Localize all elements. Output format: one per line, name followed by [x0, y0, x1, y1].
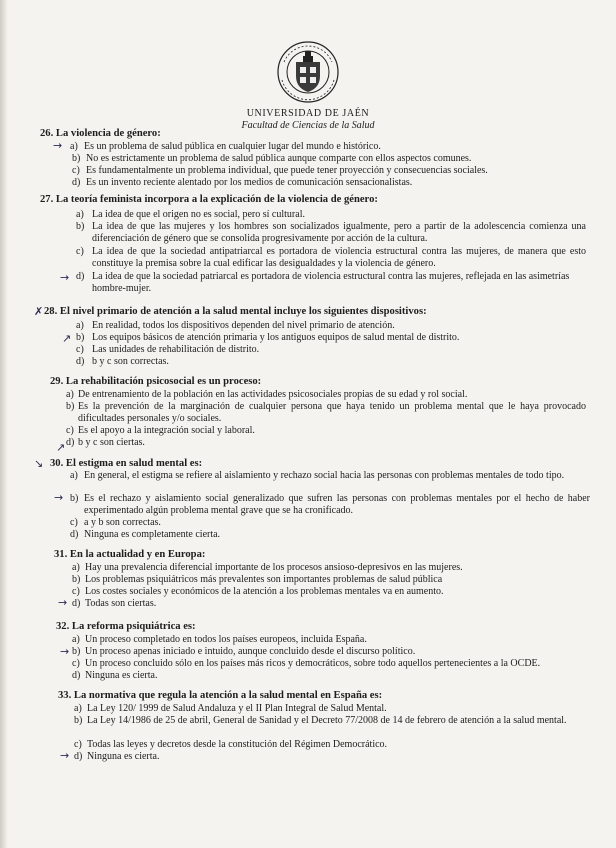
option-b: b) Un proceso apenas iniciado e intuido, aunque concluido desde el discurso político.: [72, 646, 416, 657]
option-d: d) b y c son ciertas.: [66, 437, 145, 448]
handwritten-arrow-icon: →: [54, 491, 64, 504]
question-title: 30. El estigma en salud mental es:: [50, 458, 203, 469]
question-title: 32. La reforma psiquiátrica es:: [56, 621, 196, 632]
option-d: d) Ninguna es completamente cierta.: [70, 529, 221, 540]
question-title: 33. La normativa que regula la atención a la salud mental en España es:: [58, 690, 383, 701]
handwritten-arrow-icon: ↘: [34, 457, 44, 470]
option-a: a) Hay una prevalencia diferencial importante de los procesos ansioso-depresivos en las mujeres.: [72, 562, 463, 573]
option-a: a) En realidad, todos los dispositivos dependen del nivel primario de atención.: [76, 320, 395, 331]
option-b: b) La Ley 14/1986 de 25 de abril, General de Sanidad y el Decreto 77/2008 de 14 de febrero de atención a la salud mental.: [74, 715, 567, 726]
university-crest-icon: [276, 40, 340, 106]
option-c: c) Las unidades de rehabilitación de distrito.: [76, 344, 260, 355]
option-a: a) La Ley 120/ 1999 de Salud Andaluza y el II Plan Integral de Salud Mental.: [74, 703, 387, 714]
option-a: a) Es un problema de salud pública en cualquier lugar del mundo e histórico.: [70, 141, 381, 152]
option-b: b) La idea de que las mujeres y los hombres son socializados igualmente, pero a partir de la adolescencia comienza una diferenciación de género que se consolida progresivamente por acción de la cultura.: [76, 221, 586, 244]
option-a: a) Un proceso completado en todos los países europeos, incluida España.: [72, 634, 367, 645]
faculty-name: Facultad de Ciencias de la Salud: [241, 120, 375, 131]
option-c: c) Los costes sociales y económicos de la atención a los problemas mentales va en aumento.: [72, 586, 444, 597]
option-c: c) Es el apoyo a la integración social y laboral.: [66, 425, 255, 436]
option-c: c) Todas las leyes y decretos desde la constitución del Régimen Democrático.: [74, 739, 388, 750]
option-d: d) Todas son ciertas.: [72, 598, 157, 609]
page-header: [0, 40, 616, 131]
option-d: d) Es un invento reciente alentado por los medios de comunicación sensacionalistas.: [72, 177, 413, 188]
handwritten-arrow-icon: ↗: [62, 332, 72, 345]
question-title: 31. En la actualidad y en Europa:: [54, 549, 206, 560]
option-d: d) b y c son correctas.: [76, 356, 169, 367]
option-c: c) La idea de que la sociedad antipatriarcal es portadora de violencia estructural contra las mujeres, de manera que esto constituye la premisa sobre la cual edificar las desigualdades y la violencia de género.: [76, 246, 586, 269]
option-b: b) Los problemas psiquiátricos más prevalentes son importantes problemas de salud pública: [72, 574, 443, 585]
question-title: 29. La rehabilitación psicosocial es un proceso:: [50, 376, 262, 387]
handwritten-arrow-icon: →: [60, 271, 70, 284]
option-c: c) Un proceso concluido sólo en los países más ricos y democráticos, sobre todo aquellos pertenecientes a la OCDE.: [72, 658, 541, 669]
university-name: UNIVERSIDAD DE JAÉN: [246, 108, 370, 119]
option-d: d) Ninguna es cierta.: [74, 751, 160, 762]
option-c: c) Es fundamentalmente un problema individual, que puede tener proyección y consecuencias sociales.: [72, 165, 488, 176]
option-b: b) No es estrictamente un problema de salud pública aunque comparte con ellos aspectos comunes.: [72, 153, 472, 164]
handwritten-arrow-icon: →: [60, 749, 70, 762]
option-d: d) La idea de que la sociedad patriarcal es portadora de violencia estructural contra las mujeres, reflejada en las asimetrías hombre-mujer.: [76, 271, 570, 294]
question-title: 26. La violencia de género:: [40, 128, 161, 139]
option-a-text: a) En general, el estigma se refiere al aislamiento y rechazo social hacia las personas con problemas mentales de todo tipo.: [70, 470, 565, 481]
question-title: 28. El nivel primario de atención a la salud mental incluye los siguientes dispositivos:: [44, 306, 427, 317]
option-b: b) Los equipos básicos de atención primaria y los antiguos equipos de salud mental de distrito.: [76, 332, 460, 343]
question-title: 27. La teoría feminista incorpora a la explicación de la violencia de género:: [40, 194, 378, 205]
handwritten-arrow-icon: →: [53, 139, 63, 152]
option-b: b) Es el rechazo y aislamiento social generalizado que sufren las personas con problemas mentales por el hecho de haber experimentado algún problema mental grave que se ha cronificado.: [70, 493, 590, 516]
handwritten-arrow-icon: →: [58, 596, 68, 609]
option-b: b) Es la prevención de la marginación de cualquier persona que haya tenido un problema mental que le haya provocado dificultades personales y/o sociales.: [66, 401, 586, 424]
handwritten-arrow-icon: →: [60, 645, 70, 658]
handwritten-arrow-icon: ↗: [56, 441, 66, 454]
option-c: c) a y b son correctas.: [70, 517, 161, 528]
option-d: d) Ninguna es cierta.: [72, 670, 158, 681]
handwritten-mark-icon: ✗: [34, 305, 44, 318]
option-a: a) La idea de que el origen no es social, pero sí cultural.: [76, 209, 305, 220]
option-a: a) De entrenamiento de la población en las actividades psicosociales propias de su edad y rol social.: [66, 389, 468, 400]
